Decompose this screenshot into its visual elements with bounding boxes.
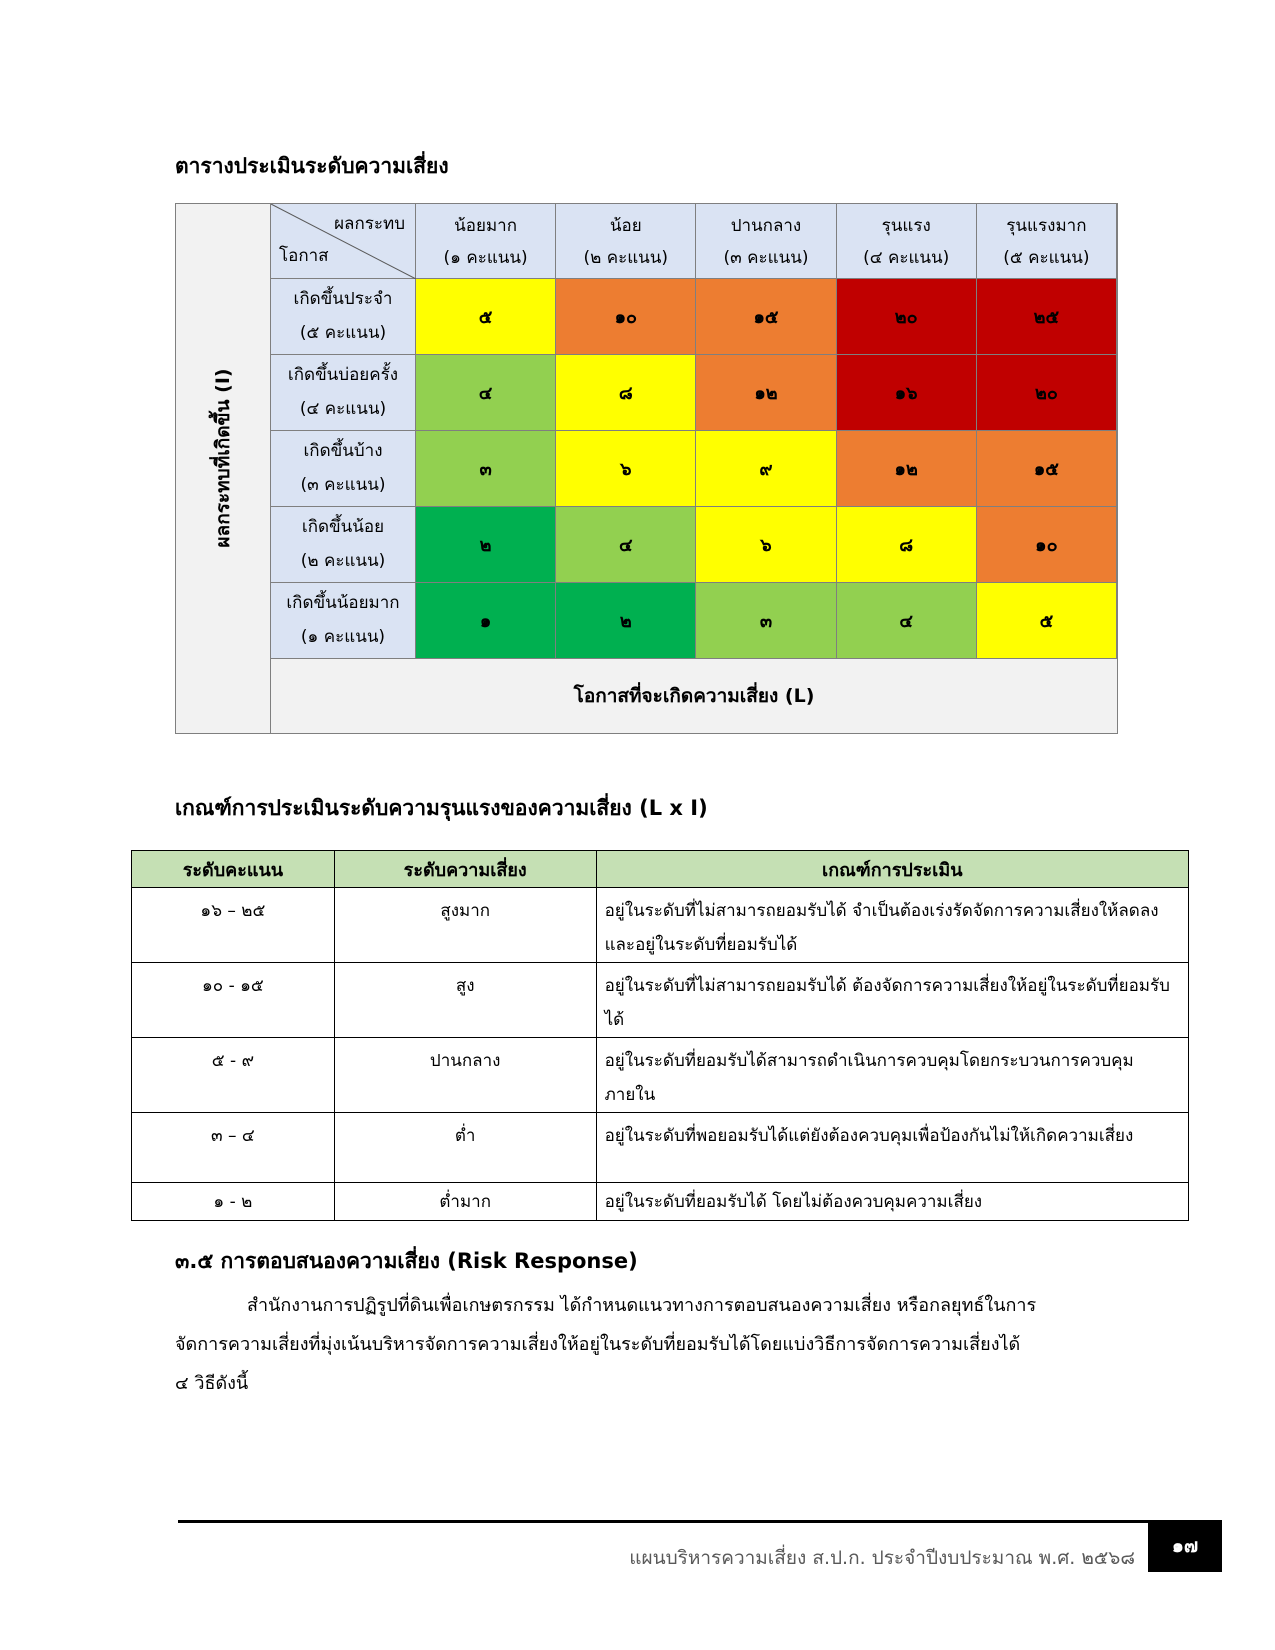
risk-score-cell: ๘	[556, 355, 696, 431]
column-score: (๒ คะแนน)	[583, 248, 669, 268]
score-range: ๕ - ๙	[132, 1038, 335, 1113]
risk-score-cell: ๒๕	[977, 279, 1117, 355]
row-level: เกิดขึ้นบ้าง	[303, 441, 383, 461]
header-score: ระดับคะแนน	[132, 851, 335, 888]
section-paragraph-line-2: จัดการความเสี่ยงที่มุ่งเน้นบริหารจัดการความเสี่ยงให้อยู่ในระดับที่ยอมรับได้โดยแบ่งวิธีการจัดการความเสี่ยงได้	[175, 1334, 1021, 1355]
impact-column-header	[837, 204, 977, 279]
risk-score-cell: ๒	[556, 583, 696, 659]
section-paragraph-line-3: ๔ วิธีดังนี้	[175, 1373, 249, 1394]
matrix-corner-cell	[271, 204, 416, 279]
risk-score-cell: ๑๐	[977, 507, 1117, 583]
header-level: ระดับความเสี่ยง	[334, 851, 596, 888]
risk-score-cell: ๒๐	[977, 355, 1117, 431]
risk-level: สูงมาก	[334, 888, 596, 963]
impact-axis-panel	[176, 204, 271, 733]
criteria-title: เกณฑ์การประเมินระดับความรุนแรงของความเสี่ยง (L x I)	[175, 796, 708, 820]
likelihood-row-header	[271, 583, 416, 659]
corner-likelihood-label: โอกาส	[279, 246, 329, 266]
score-range: ๑๖ – ๒๕	[132, 888, 335, 963]
risk-score-cell: ๔	[556, 507, 696, 583]
column-level: น้อยมาก	[454, 216, 518, 236]
risk-score-cell: ๖	[696, 507, 836, 583]
impact-column-header	[696, 204, 836, 279]
risk-score-cell: ๔	[416, 355, 556, 431]
score-range: ๑๐ - ๑๕	[132, 963, 335, 1038]
risk-level: ต่ำ	[334, 1113, 596, 1183]
risk-score-cell: ๘	[837, 507, 977, 583]
criteria-header-row	[132, 851, 1189, 888]
risk-score-cell: ๓	[696, 583, 836, 659]
criteria-description: อยู่ในระดับที่ยอมรับได้สามารถดำเนินการควบคุมโดยกระบวนการควบคุมภายใน	[596, 1038, 1188, 1113]
column-level: รุนแรง	[881, 216, 931, 236]
risk-score-cell: ๑๕	[696, 279, 836, 355]
section-heading: ๓.๕ การตอบสนองความเสี่ยง (Risk Response)	[175, 1249, 638, 1273]
column-score: (๕ คะแนน)	[1003, 248, 1090, 268]
score-range: ๑ - ๒	[132, 1183, 335, 1221]
risk-level: ปานกลาง	[334, 1038, 596, 1113]
risk-level: ต่ำมาก	[334, 1183, 596, 1221]
risk-score-cell: ๖	[556, 431, 696, 507]
criteria-description: อยู่ในระดับที่ยอมรับได้ โดยไม่ต้องควบคุมความเสี่ยง	[596, 1183, 1188, 1221]
table-row	[132, 963, 1189, 1038]
row-score: (๓ คะแนน)	[300, 475, 386, 495]
column-level: รุนแรงมาก	[1006, 216, 1087, 236]
risk-score-cell: ๓	[416, 431, 556, 507]
risk-score-cell: ๒	[416, 507, 556, 583]
section-paragraph-line-1: สำนักงานการปฏิรูปที่ดินเพื่อเกษตรกรรม ได้กำหนดแนวทางการตอบสนองความเสี่ยง หรือกลยุทธ์ในการ	[247, 1295, 1037, 1316]
risk-score-cell: ๕	[416, 279, 556, 355]
criteria-table	[131, 850, 1189, 1221]
footer-rule	[178, 1520, 1148, 1523]
criteria-description: อยู่ในระดับที่พอยอมรับได้แต่ยังต้องควบคุมเพื่อป้องกันไม่ให้เกิดความเสี่ยง	[596, 1113, 1188, 1183]
row-score: (๕ คะแนน)	[299, 323, 387, 343]
impact-column-header	[977, 204, 1117, 279]
row-level: เกิดขึ้นน้อยมาก	[286, 593, 400, 613]
risk-score-cell: ๔	[837, 583, 977, 659]
table-row	[132, 1038, 1189, 1113]
likelihood-row-header	[271, 507, 416, 583]
risk-score-cell: ๕	[977, 583, 1117, 659]
table-row	[132, 1113, 1189, 1183]
column-score: (๓ คะแนน)	[723, 248, 809, 268]
risk-level: สูง	[334, 963, 596, 1038]
column-level: ปานกลาง	[730, 216, 802, 236]
row-level: เกิดขึ้นน้อย	[301, 517, 385, 537]
impact-column-header	[416, 204, 556, 279]
criteria-description: อยู่ในระดับที่ไม่สามารถยอมรับได้ จำเป็นต้องเร่งรัดจัดการความเสี่ยงให้ลดลงและอยู่ในระดับที่ยอมรับได้	[596, 888, 1188, 963]
score-range: ๓ – ๔	[132, 1113, 335, 1183]
header-criteria: เกณฑ์การประเมิน	[596, 851, 1188, 888]
risk-matrix	[175, 203, 1118, 734]
risk-score-cell: ๒๐	[837, 279, 977, 355]
risk-score-cell: ๑๒	[696, 355, 836, 431]
risk-score-cell: ๙	[696, 431, 836, 507]
criteria-description: อยู่ในระดับที่ไม่สามารถยอมรับได้ ต้องจัดการความเสี่ยงให้อยู่ในระดับที่ยอมรับได้	[596, 963, 1188, 1038]
footer-document-title: แผนบริหารความเสี่ยง ส.ป.ก. ประจำปีงบประมาณ พ.ศ. ๒๕๖๘	[629, 1547, 1135, 1569]
row-score: (๔ คะแนน)	[299, 399, 387, 419]
row-score: (๒ คะแนน)	[300, 551, 386, 571]
risk-score-cell: ๑	[416, 583, 556, 659]
corner-impact-label: ผลกระทบ	[334, 214, 405, 234]
likelihood-axis-label: โอกาสที่จะเกิดความเสี่ยง (L)	[271, 659, 1117, 733]
likelihood-row-header	[271, 355, 416, 431]
table-row	[132, 1183, 1189, 1221]
table-row	[132, 888, 1189, 963]
row-score: (๑ คะแนน)	[300, 627, 386, 647]
risk-score-cell: ๑๒	[837, 431, 977, 507]
likelihood-row-header	[271, 431, 416, 507]
page-number: ๑๗	[1148, 1520, 1222, 1572]
impact-axis-label: ผลกระทบที่เกิดขึ้น (I)	[212, 368, 234, 548]
matrix-title: ตารางประเมินระดับความเสี่ยง	[175, 154, 449, 178]
row-level: เกิดขึ้นบ่อยครั้ง	[287, 365, 399, 385]
risk-score-cell: ๑๖	[837, 355, 977, 431]
likelihood-row-header	[271, 279, 416, 355]
column-score: (๑ คะแนน)	[443, 248, 528, 268]
risk-score-cell: ๑๕	[977, 431, 1117, 507]
column-level: น้อย	[609, 216, 642, 236]
column-score: (๔ คะแนน)	[863, 248, 950, 268]
row-level: เกิดขึ้นประจำ	[293, 289, 393, 309]
risk-score-cell: ๑๐	[556, 279, 696, 355]
impact-column-header	[556, 204, 696, 279]
